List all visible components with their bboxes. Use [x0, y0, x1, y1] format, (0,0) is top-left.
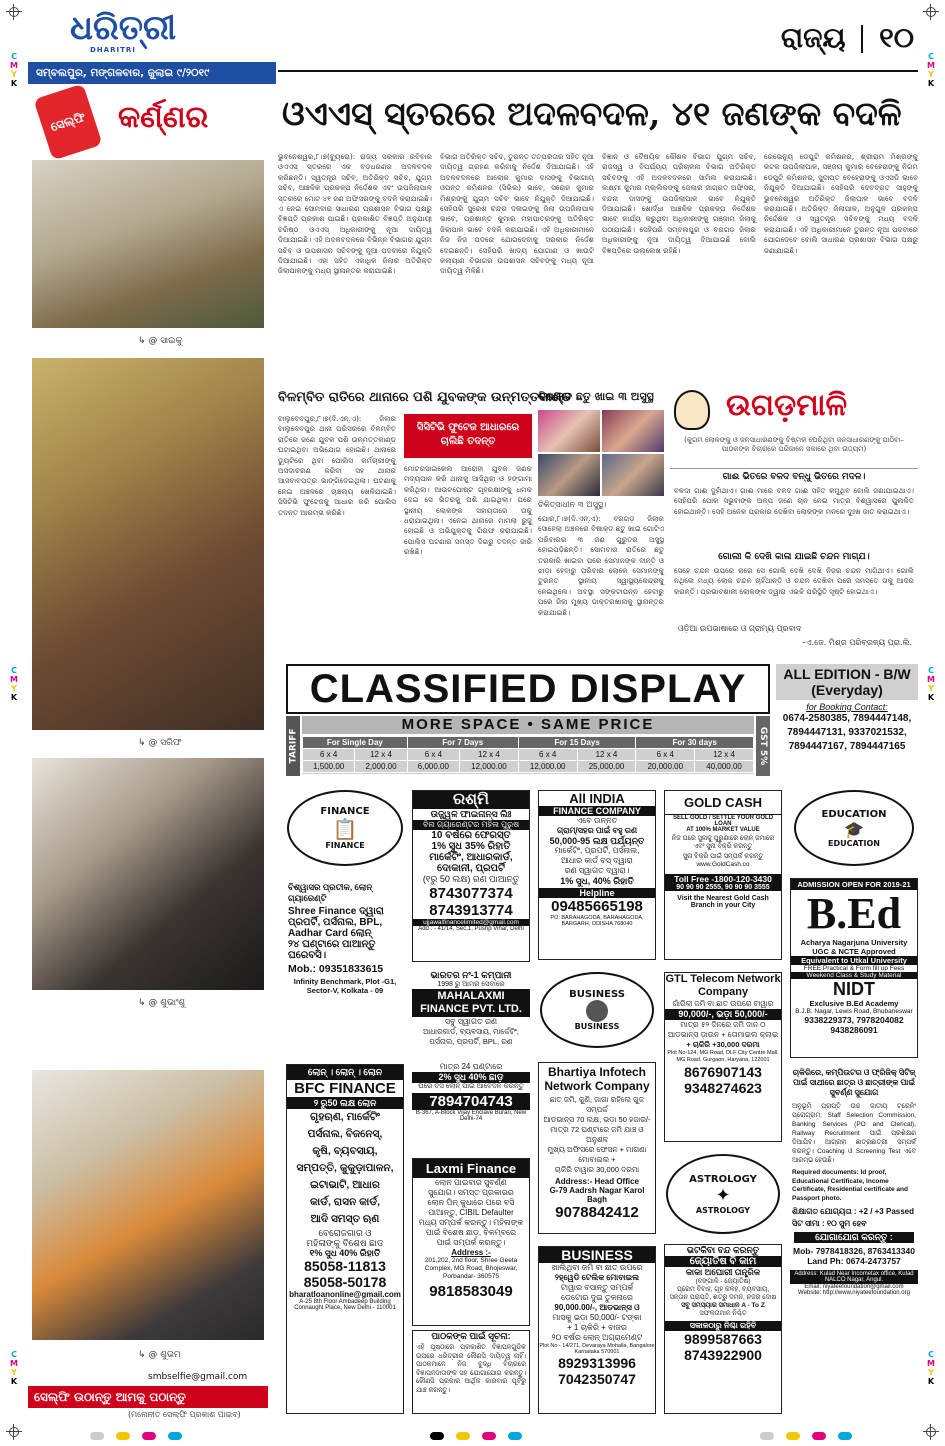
tariff-table [302, 736, 754, 774]
cmyk-mark: C M Y K [10, 666, 18, 702]
column-title: ଉଗଡ଼ମାଳି [726, 388, 848, 423]
education-logo: EDUCATION 🎓 EDUCATION [790, 790, 918, 866]
tariff-price: 12,000.00 [460, 761, 519, 773]
logo-subtext: DHARITRI [90, 46, 136, 54]
ad-mahalaxmi-finance[interactable]: ଭାରତର ନଂ-1 କମ୍ପାନୀ 1998 ରୁ ଆମର ସେବାରେ MAHALAXMI FINANCE PVT. LTD. ସବୁ ସ୍ୱାଗତ ରଣ ଆଧାରକାର୍ଡ, ବ୍ୟବସାୟ, ମାର୍କେଟିଂ, ପର୍ସନାଲ, ପ୍ରପର୍ଟି, BPL, ରଣ [412, 970, 530, 1062]
story3-caption: ଚିକିତ୍ସାଧୀନ ୩ ଅସୁସ୍ଥ। [538, 500, 607, 509]
photo-caption-4: ↳ @ ଶୁଭମ [138, 1350, 181, 1360]
cmyk-mark: C M Y K [927, 52, 935, 88]
ad-reader-notice: ପାଠକଙ୍କ ପାଇଁ ସୂଚନା: ଏହି ପୃଷ୍ଠାରେ ପ୍ରକାଶିତ ବିଜ୍ଞାପନଗୁଡିକ ଉପରେ ଧରିତ୍ରୀର କୌଣସି ଦାୟିତ୍ୱ ନାହିଁ। ପାଠକମାନେ ନିଜ ବୁଦ୍ଧି ବିଚାରରେ ବିଜ୍ଞାପନଦାତାଙ୍କ ସହ ଯୋଗାଯୋଗ କରନ୍ତୁ। କୌଣସି ପ୍ରକାର ଆର୍ଥିକ କାରବାର ପୂର୍ବରୁ ଯାଞ୍ଚ କରନ୍ତୁ। [412, 1330, 530, 1414]
tariff-header: For 30 days [636, 737, 754, 749]
booking-phone: 7894447167, 7894447165 [788, 741, 906, 752]
ad-jyotish[interactable]: ଭଟକିବା ବନ୍ଦ କରନ୍ତୁ ଜ୍ୟୋତିଷ ବି କାମ କାକା ଅଘୋରୀ ତାନ୍ତ୍ରିକ (ବଙ୍ଗାଳି - ଜ୍ୟୋତିଷ) ପ୍ରେମ ବିବାହ, ଗୃହ କଳହ, ବ୍ୟବସାୟ, ସନ୍ତାନ ପ୍ରାପ୍ତି, ଶତ୍ରୁ ଦମନ, ନଜର ଦୋଷ ସବୁ ସମସ୍ୟାର ସମାଧାନ A - To Z ସଫଳତାମାନ ନିଶ୍ଚିତ ସକାଳଠାରୁ ନିଶ୍ଚା ରହିବି 9899587663 8743922900 [664, 1244, 782, 1414]
registration-mark [6, 1424, 22, 1440]
tariff-size: 6 x 4 [518, 749, 577, 761]
ad-bed-admission[interactable]: ADMISSION OPEN FOR 2019-21 B.Ed Acharya Nagarjuna University UGC & NCTE Approved Equivalent to Utkal University FREE Practical & Form fill up Fees Weekend Class & Study Material NIDT Exclusive B.Ed Academy B.J.B. Nagar, Lewis Road, Bhubaneswar 9338229373, 7978204082 9438286091 [790, 878, 918, 1058]
selfie-photo-3 [32, 758, 264, 990]
color-swatch [116, 1432, 130, 1440]
lead-column-4: ରେଭେନ୍ୟୁ ଡେପୁଟି କମିଶନର, ଶ୍ରୀରାମ ମିଶ୍ରଙ୍କୁ କଟକ ଉପଜିଲାପାଳ, ସଞ୍ଜୟ କୁମାର ବେହେରାଙ୍କୁ ନିଗମ ଡେପୁଟି କମିଶନର, ସୁଦୀପ୍ତ ବେହେରାଙ୍କୁ ଓଏସଡି ଭାବେ ନିଯୁକ୍ତି ଦିଆଯାଇଛି। ସେହିପରି ଦେବବ୍ରତ ସାହୁଙ୍କୁ ଭୁବନେଶ୍ୱର ଅତିରିକ୍ତ ଜିଲାପାଳ ଭାବେ ବଦଳି କରାଯାଇଛି। ଅତିରିକ୍ତ ଜିଲାପାଳ, ଅନୁଗୁଳ ପ୍ରକଳ୍ପ ନିର୍ଦ୍ଦେଶକ ଓ ସ୍ୱତନ୍ତ୍ର ସଚିବଙ୍କୁ ମଧ୍ୟ ବଦଳି କରାଯାଇଛି। ଏହି ଅଧିକାରୀମାନେ ତୁରନ୍ତ ନୂଆ ପଦବୀରେ ଯୋଗଦେବେ ବୋଲି ସାଧାରଣ ପ୍ରଶାସନ ବିଭାଗ ପକ୍ଷରୁ ଜଣାଯାଇଛି। [764, 152, 918, 255]
astrology-logo: ASTROLOGY ✦ ASTROLOGY [664, 1154, 782, 1234]
ad-shree-finance[interactable]: ବିଶ୍ୱାସର ପ୍ରତୀକ, ଲୋନ୍ ଗ୍ୟାରେଣ୍ଟି Shree Finance ଦ୍ୱାରା ପ୍ରପର୍ଟି, ପର୍ସନାଲ, BPL, Aadhar Card ଲୋନ୍ ୨୪ ଘଣ୍ଟାରେ ପାଆନ୍ତୁ ଘରେବସି। Mob.: 09351833615 Infinity Benchmark, Plot -G1, Sector-V, Kolkata - 09 [286, 880, 404, 1020]
ad-bfc-finance[interactable]: ଲୋନ୍ । ଲୋନ୍ । ଲୋନ BFC FINANCE ୨ ରୁ50 ଲକ୍ଷ ଲୋନ ଗୃହଋଣ, ମାର୍କେଟିଂ ପର୍ସନାଲ, ବିଜନେସ୍, କୃଷି, ବ୍ୟବସାୟ, ସମ୍ପତ୍ତି, କୁକୁଡ଼ାପାଳନ, ଇଟାଭାଟି, ଆଧାର କାର୍ଡ, ରାସନ କାର୍ଡ, ଆଦି ସମସ୍ତ ଋଣ ବେରୋଜଗାର ଓ ମହିଳାଙ୍କୁ ବିଶେଷ ଛାଡ ୧% ସୁଧ 40% ରିହାତି 85058-11813 85058-50178 bharatloanonline@gmail.com A-25 8th Floor Ambadeep Building Connaught Place, New Delhi - 110001 [286, 1064, 404, 1414]
color-swatch [838, 1432, 852, 1440]
cmyk-mark: C M Y K [927, 666, 935, 702]
color-swatch [168, 1432, 182, 1440]
photo-caption-3: ↳ @ ଶୁଭାଂଶୁ [138, 998, 186, 1008]
booking-label: for Booking Contact: [806, 702, 888, 712]
ad-gtl-telecom[interactable]: GTL Telecom Network Company ଗାଁରିଲା ଜମି ବା ଛାତ ଉପରେ ଟାୱାର 90,000/-, ଭଡ଼ା 50,000/- ମାତ୍ର ୫୨ ଦିନରେ ଜମି ଦାନ ୦ ଆଡଭାନ୍ସ ଡ଼ାଉନ + ତୋମାଇଲ କ୍ଲାଇ + ଚାକିରି +30,000 ଦରମା Plot No-124, MG Road, DLF City Centre Mall, MG Road, Gurgaon, Haryana, 122001 8676907143 9348274623 [664, 972, 782, 1142]
story2-box: ସିସିଟିଭି ଫୁଟେଜ ଆଧାରରେ ଚାଲିଛି ତଦନ୍ତ [404, 414, 532, 458]
lead-column-1: ଭୁବନେଶ୍ୱର,୮।୭(ବ୍ୟୁରୋ): ରାଜ୍ୟ ସରକାର ରବିବାର ଓଏଏସ୍ ସ୍ତରରେ ଏକ ବଡ଼ଧରଣର ଅଦଳବଦଳ କରିଛନ୍ତି। ସ୍ୱତନ୍ତ୍ର ସଚିବ, ଅତିରିକ୍ତ ସଚିବ, ଯୁଗ୍ମ ସଚିବ, ଆଞ୍ଚଳିକ ପ୍ରକଳ୍ପ ନିର୍ଦ୍ଦେଶକ ଏବଂ ଉପଜିଲାପାଳ ସ୍ତରରେ ମୋଟ ୪୧ ଜଣ ଅଫିସରଙ୍କୁ ବଦଳି କରାଯାଇଛି। ଏ ନେଇ ସୋମବାର ସାଧାରଣ ପ୍ରଶାସନ ବିଭାଗ ପକ୍ଷରୁ ବିଜ୍ଞପ୍ତି ପ୍ରକାଶ ପାଇଛି। ପ୍ରକାଶିତ ବିଜ୍ଞପ୍ତି ଅନୁଯାୟୀ ବରିଷ୍ଠ ଓଏଏସ୍ ଅଧିକାରୀଙ୍କୁ ନୂଆ ଦାୟିତ୍ୱ ଦିଆଯାଇଛି। ଏହି ଅଦଳବଦଳରେ ବିଭିନ୍ନ ବିଭାଗର ଯୁଗ୍ମ ସଚିବ ଓ ଉପଶାସନ ସଚିବଙ୍କୁ ନୂଆ ପଦବୀରେ ନିଯୁକ୍ତି ଦିଆଯାଇଛି। ଏହା ସହିତ ଏକାଧିକ ଜିଲାର ଅତିରିକ୍ତ ଜିଲାପାଳଙ୍କୁ ମଧ୍ୟ ସ୍ଥାନାନ୍ତର କରାଯାଇଛି। [278, 152, 433, 276]
tariff-price: 40,000.00 [695, 761, 754, 773]
photo-caption-2: ↳ @ ସରିଫ [138, 738, 182, 748]
tariff-header: For Single Day [303, 737, 408, 749]
page-label [764, 18, 914, 58]
registration-mark [923, 1424, 939, 1440]
color-swatch [142, 1432, 156, 1440]
column-head-1: ଗାଈ ଭିତରେ ବଳଦ ବନ୍ଧୁ ଭିତରେ ମଦଳ। [722, 472, 866, 482]
color-swatch [786, 1432, 800, 1440]
coin-icon [586, 1000, 608, 1022]
tariff-price: 1,500.00 [303, 761, 355, 773]
selfie-header [28, 88, 268, 158]
booking-phone: 0674-2580385, 7894447148, [782, 713, 912, 724]
selfie-email: smbselfie@gmail.com [148, 1372, 248, 1382]
column-footer: ଓଡ଼ିଆ ଉପଭାଷାରେ ଓ ଗ୍ରାମ୍ୟ ପ୍ରବାଦ [678, 624, 802, 633]
phone-icon [33, 84, 102, 161]
finance-logo: FINANCE 📋 FINANCE [286, 790, 404, 866]
cmyk-mark: C M Y K [10, 52, 18, 88]
color-swatch [508, 1432, 522, 1440]
tariff-size: 6 x 4 [303, 749, 355, 761]
tariff-header: For 7 Days [407, 737, 518, 749]
color-swatch [812, 1432, 826, 1440]
tariff-price: 6,000.00 [407, 761, 459, 773]
classified-title: CLASSIFIED DISPLAY [309, 666, 747, 711]
selfie-corner [28, 88, 268, 1428]
tariff-size: 6 x 4 [407, 749, 459, 761]
selfie-photo-4 [32, 1070, 264, 1340]
story3-photo-4 [602, 454, 664, 496]
edition-box [776, 664, 918, 776]
dateline-bar [28, 62, 276, 84]
ad-mahalaxmi-finance-2[interactable]: ମାତ୍ର 24 ଘଣ୍ଟାରେ 2% ସୁଧ 40% ଛାଡ଼ ଘରେ ବସି ଲୋନ୍ ପାଇଁ ଆବେଦନ କରନ୍ତୁ 7894704743 B-367, A-Block Vijay Enclave Burari, New Delhi-74 [412, 1062, 530, 1148]
tariff-size: 12 x 4 [695, 749, 754, 761]
edition-title: ALL EDITION - B/W [783, 666, 911, 682]
tariff-label: TARIFF [286, 716, 300, 776]
color-swatch [430, 1432, 444, 1440]
column-text-2: ସେହେ ଚନ୍ଦନ ଉପରେ କରେ ସେ ଗୋଲି ଦେଖି ଦେଖି ନିଜର ଚନ୍ଦନ ମାଗିଥାଏ। ଗୋଲି ନଥିଲେ ମଧ୍ୟ ଲୋକ ଚନ୍ଦନ ଚାହିଁଥାନ୍ତି ଓ ଚନ୍ଦନ ଦେଖିବା ପରେ ସମସ୍ତେ ତାକୁ ଆଦର କରନ୍ତି। ପ୍ରଭାବଶାଳୀ ଲୋକଙ୍କ ଦ୍ୱାରା ଏଭଳି ପରିସ୍ଥିତି ସୃଷ୍ଟି ହୋଇଥାଏ। [674, 566, 914, 596]
selfie-title: କର୍ଣ୍ଣର [118, 100, 209, 135]
ad-business-tower[interactable]: BUSINESS ଖାଲିଥିବା ଜମି ବା ଛାତ ଉପରେ ୨ହ୍ୱେଡି ଟେଲିକ ମୋବାଇଲ ଟାୱାର ବସାନ୍ତୁ ସମ୍ପର୍କ ଡେଟୋର ଦୁଇ ତୁଳନାରେ 90,000.00/-, ଆଡଭାନ୍ସ ଓ ମାସକୁ ଭଡ଼ା 50,000/- ଟଙ୍କା + 1 ଚାକିରି + ବାଜର ୨୦ ବର୍ଷର ଲୋନ୍ ଅଗ୍ରାମେଣ୍ଟ Plot No - 14/271, Devaraya Mohalla, Bangalore Karnataka 570001 8929313996 7042350747 [538, 1246, 656, 1414]
masthead-logo [70, 10, 210, 60]
business-logo: BUSINESS BUSINESS [538, 972, 656, 1048]
tagline-bar: MORE SPACE • SAME PRICE [302, 716, 754, 734]
story3-photo-1 [538, 410, 600, 452]
gst-label: GST 5% [756, 716, 770, 776]
cmyk-mark: C M Y K [927, 1350, 935, 1386]
zodiac-icon: ✦ [715, 1184, 731, 1206]
lead-story [278, 88, 918, 384]
dateline: ସମ୍ବଲପୁର, ମଙ୍ଗଳବାର, ଜୁଲାଇ ୯/୨୦୧୯ [36, 67, 210, 79]
ad-laxmi-finance[interactable]: Laxmi Finance ଲୋନ ପାଇବାର ସୁବର୍ଣ୍ଣ ସୁଯୋଗ। ସମସ୍ତ ପ୍ରକାରର ଲୋନ ପିନ୍ କୁଧାରେ ପରେ ବସି ପାଆନ୍ତୁ, CIBIL Defaulter ମଧ୍ୟ ସମ୍ପର୍କ କରନ୍ତୁ। ମହିଳାଙ୍କ ପାଇଁ ବିଶେଷ ଛାଡ଼, ବିଳମ୍ବରେ ପାଇଁ ସମ୍ପର୍କ କରନ୍ତୁ। Address :- 201,202, 2nd floor, Shree Geeta Complex, MG Road, Bhojeswar, Porbandar- 360575 9818583049 [412, 1158, 530, 1326]
tariff-size: 12 x 4 [577, 749, 636, 761]
story2-text-a: ବାଲୁବେବପୁର,୮।୭(ଦି.ଏନ୍.ଏ): ଜିଲାର ବାଲୁବେବପୁର ଥାନା ପରିସରରେ ବିଳମ୍ବିତ ରାତିରେ ଜଣେ ଯୁବକ ପଶି ଉନ୍ମତ୍ତକାଣ୍ଡ ଘଟାଇଥିବା ଅଭିଯୋଗ ହୋଇଛି। ଥାନାରେ ଡ୍ୟୁଟିରେ ଥିବା ପୋଲିସ କର୍ମଚାରୀଙ୍କୁ ଅସଦାଚରଣ କରିବା ସହ ଥାନାର ଆସବାବପତ୍ର ଭାଙ୍ଗିଦେଇଥିଲା। ଘଟଣାକୁ ନେଇ ଅଞ୍ଚଳରେ ଚାଞ୍ଚଲ୍ୟ ଖେଳିଯାଇଛି। ସିସିଟିଭି ଫୁଟେଜକୁ ଆଧାର କରି ପୋଲିସ ତଦନ୍ତ ଆରମ୍ଭ କରିଛି। [278, 414, 396, 517]
column-credit: –ଏ.ଜେ. ମିଶ୍ର ପରିବ୍ରଜ୍ୟ ପ୍ରା.ଲି. [802, 638, 912, 647]
selfie-photo-2 [32, 358, 264, 730]
ad-ujjwal-finance[interactable]: ରଶ୍ମି ଉଜ୍ଜ୍ୱଳ ଫାଇନାନ୍ସ ଲିଃ ବିନା ଗ୍ୟାରେଣ୍ଟର ମହିଳା ପୁରୁଷ 10 ବର୍ଷରେ ଫେରସ୍ତ 1% ସୁଧ 35% ରିହାତି ମାର୍କେଟିଂ, ଆଧାରକାର୍ଡ, ଦୋକାନୀ, ପ୍ରପର୍ଟି (୧ରୁ 50 ଲକ୍ଷ) ରଣ ପାଆନ୍ତୁ 8743077374 8743913774 ujjawalfinancelimited@gmail.com Add : - 41/14, Sec.1, Pushp Vihar, Delhi [412, 790, 530, 962]
story3-text: ଯୋର,୮।୭(ଦି.ଏନ୍.ଏ): ବରଗଡ଼ ଜିଲାର ସୋହେଲା ଅଞ୍ଚଳରେ ବିଷାକ୍ତ ଛତୁ ଖାଇ ଗୋଟିଏ ପରିବାରର ୩ ଜଣ ଗୁରୁତର ଅସୁସ୍ଥ ହୋଇପଡ଼ିଛନ୍ତି। ସୋମବାର ରାତିରେ ଛତୁ ତରକାରି ଖାଇବା ପରେ ସେମାନଙ୍କ ବାନ୍ତି ଓ ଝାଡ଼ା ହେବାରୁ ପରିବାର ଲୋକେ ସେମାନଙ୍କୁ ତୁରନ୍ତ ସ୍ଥାନୀୟ ସ୍ୱାସ୍ଥ୍ୟକେନ୍ଦ୍ରକୁ ନେଇଥିଲେ। ଅବସ୍ଥା ସଙ୍କଟାପନ୍ନ ହେବାରୁ ପରେ ଜିଲା ମୁଖ୍ୟ ଡାକ୍ତରଖାନାକୁ ସ୍ଥାନାନ୍ତର କରାଯାଇଛି। [538, 514, 664, 617]
tariff-size: 12 x 4 [355, 749, 407, 761]
selfie-footer-bar: ସେଲ୍ଫି ଉଠାନ୍ତୁ ଆମକୁ ପଠାନ୍ତୁ [28, 1386, 268, 1408]
column-text-1: ବଳଦା ଗାଈ ଦୁହାଁଥାଏ। ଗାଈ ମାରେ ବଳଦ ଗାଈ ସହିତ କମୁଥିବ ବୋଲି ଜଣାଯାଇଥାଏ। ସେହିପରି ପୋକ ସଭୁବାଙ୍କ ଅଳ୍ପ ଜଣେ ଚାନ ନେଇ ମାତ୍ର ବିଶ୍ୱାସରେ ପୁଲକିତ ହୋଇଥାନ୍ତି। ସେହି ଅନେକ ପ୍ରକାର ଦେଖିବା ଲୋକଙ୍କ ମନରେ ଦୁଃଖ ଜାତ କରାଇଥାଏ। [674, 486, 914, 516]
booking-phone: 7894447131, 9337021532, [787, 727, 907, 738]
story-police [278, 388, 572, 658]
tariff-size: 12 x 4 [460, 749, 519, 761]
column-head-2: ଗୋଲୀ କି ଦେଖି କାଳା ଯାଇଛି ଚନ୍ଦନ ମାଗ୍ଯ। [718, 552, 870, 562]
story2-text-b: ମୋଟରସାଇକେଲ ଆରୋହୀ ଯୁବକ ଜଣକ ମଦ୍ୟପାନ କରି ଥାନାକୁ ଆସିଥିଲା ଓ ହଙ୍ଗାମା କରିଥିଲା। ଆଉଟପୋଷ୍ଟ ଗୃହରକ୍ଷୀଙ୍କୁ ଧମକ ଦେଇ ସେ ଭିତରକୁ ପଶି ଯାଇଥିଲା। ପରେ ସ୍ଥାନୀୟ ଲୋକଙ୍କ ସହାୟତାରେ ତାକୁ ଧରାଯାଇଥିଲା। ଏନେଇ ଥାନାରେ ମାମଲା ରୁଜୁ ହୋଇଛି ଓ ଅଭିଯୁକ୍ତକୁ ଗିରଫ କରାଯାଇଛି। ପୋଲିସ ଘଟଣାର ସମସ୍ତ ଦିଗରୁ ତଦନ୍ତ ଜାରି ରଖିଛି। [404, 464, 532, 557]
page-section: ରାଜ୍ୟ [780, 21, 846, 54]
page-number: ୧୦ [879, 21, 914, 54]
selfie-badge: ସେଲ୍ଫି [48, 109, 88, 134]
color-swatch [456, 1432, 470, 1440]
story3-photo-3 [538, 454, 600, 496]
ad-bhartiya-infotech[interactable]: Bhartiya Infotech Network Company ଛାତ ଜମି, କୁଣି, ଜାଗା ରହିଲେ ଗୁଜ ସମ୍ପର୍କ ଆଡଭାନ୍ସ 70 ଲକ୍ଷ, ଭଡ଼ା 50 ହଜାର/- ମାତ୍ର 72 ଘଣ୍ଟାରେ ଜମି ଯାଞ୍ଚ ଓ ଅନୁଶଳ ମୁଖ୍ୟ ଅଫିସରେ ଫେସନ + ମାଗଣା ମୋବାଇଲ + ଚାକିରି ଟାୱାର 30,000 ଦରମା Address:- Head Office G-79 Aadrsh Nagar Karol Bagh 9078842412 [538, 1062, 656, 1234]
color-swatch [90, 1432, 104, 1440]
tariff-header: For 15 Days [518, 737, 636, 749]
color-swatch [760, 1432, 774, 1440]
registration-mark [6, 4, 22, 20]
lead-column-2: ବିଭାଗ ଅତିରିକ୍ତ ସଚିବ, ତୁରନ୍ତ ତତ୍ପରତାର ସହିତ ନୂଆ ଦାୟିତ୍ୱ ଗ୍ରହଣ କରିବାକୁ ନିର୍ଦ୍ଦେଶ ଦିଆଯାଇଛି। ଏହି ଅଦଳବଦଳରେ ଆଲୋକ କୁମାର ଦାସଙ୍କୁ ବିଭାଗୀୟ ଓପନ୍ତ କମିଶନର (ସିଭିଲ) ଭାବେ, ସରୋଜ କୁମାର ମିଶ୍ରଙ୍କୁ ଯୁଗ୍ମ ସଚିବ ଭାବେ ନିଯୁକ୍ତି ଦିଆଯାଇଛି। ସେହିପରି ସୁରେଶ ଚନ୍ଦ୍ର ଦଳାଇଙ୍କୁ ଜିଲା ଉପଜିଲାପାଳ ଭାବେ, ପ୍ରଶାନ୍ତ କୁମାର ମହାପାତ୍ରଙ୍କୁ ଅତିରିକ୍ତ ଜିଲାପାଳ ଭାବେ ବଦଳି କରାଯାଇଛି। ଏହି ଅଧିକାରୀମାନେ ନିଜ ନିଜ ପଦରେ ଯୋଗଦେବାକୁ ସରକାର ନିର୍ଦ୍ଦେଶ ଦେଇଛନ୍ତି। ସେହିପରି ଖାଦ୍ୟ ଯୋଗାଣ ଓ ଖାଉଟି କଲ୍ୟାଣ ବିଭାଗର ଉପଶାସନ ସଚିବଙ୍କୁ ମଧ୍ୟ ନୂଆ ଦାୟିତ୍ୱ ମିଳିଛି। [440, 152, 594, 276]
classified-title-box [286, 664, 770, 714]
masthead [28, 10, 918, 84]
ad-gold-cash[interactable]: GOLD CASH SELL GOLD / SETTLE YOUR GOLD LOAN AT 100% MARKET VALUE ନିଜ ଘରେ ସୁନାକୁ ପୁରୁଣାରେ ଲୋନ୍ ଜମାରେ ଏବଂ ସୁନା ବିକ୍ରି କରନ୍ତୁ ସୁନା ବିକ୍ରି ପାଇଁ ସମ୍ପର୍କ କରନ୍ତୁ www.GoldCash.co Toll Free -1800-120-3430 90 90 90 2555, 90 90 90 3555 Visit the Nearest Gold Cash Branch in your City [664, 790, 782, 960]
caricature-icon [674, 390, 710, 430]
selfie-photo-1 [32, 160, 264, 328]
story3-photo-2 [602, 410, 664, 452]
tariff-price: 20,000.00 [636, 761, 695, 773]
selfie-footer-sub: (ମନୋନୀତ ସେଲ୍ଫି ପ୍ରକାଶ ପାଇବ) [128, 1410, 241, 1419]
story-mushroom [538, 388, 664, 658]
logo-text: ଧରିତ୍ରୀ [70, 8, 177, 48]
tariff-price: 25,000.00 [577, 761, 636, 773]
edition-sub: (Everyday) [811, 682, 883, 698]
story2-headline: ବିଳମ୍ବିତ ରାତିରେ ଥାନାରେ ପଶି ଯୁବକଙ୍କ ଉନ୍ମତ୍ତକାଣ୍ଡ [278, 390, 572, 405]
ugadmali-column [670, 388, 918, 658]
lead-headline: ଓଏଏସ୍ ସ୍ତରରେ ଅଦଳବଦଳ, ୪୧ ଜଣଙ୍କ ବଦଳି [282, 94, 902, 133]
tariff-size: 6 x 4 [636, 749, 695, 761]
story3-headline: ବିଷାକ୍ତ ଛତୁ ଖାଇ ୩ ଅସୁସ୍ଥ [538, 390, 654, 403]
registration-mark [923, 4, 939, 20]
tariff-price: 2,000.00 [355, 761, 407, 773]
ad-job-training[interactable]: ଚାକିରିରେ, କମ୍ପିଉଟର ଓ ଫ୍ରିଜିକ୍ ସିଟିଜ୍ ପାଇଁ ସାଥୀରେ ଛାତ୍ର ଓ ଛାତ୍ରୀଙ୍କ ପାଇଁ ସୁବର୍ଣ୍ଣ ସୁଯୋଗ ଅନୁଭୂମି ପ୍ରାପ୍ତି ଉଚ୍ଚ ଜାତୀୟ ଟ୍ରେନିଂ ପ୍ରୋଗ୍ରାମ: Staff Selection Commission, Banking Services (PO and Clerical), Railway Recruitment ପାଇଁ ପ୍ରଶିକ୍ଷଣ ଦିଆଯିବ। ଆଗ୍ରହୀ ଛାତ୍ରଛାତ୍ରୀ ସମ୍ପର୍କ କରନ୍ତୁ। Coaching ଓ Screening Test ଏବେ ଆରମ୍ଭ ହେଉଛି। Required documents: Id proof, Educational Certificate, Income Certificate, Residential certificate and Passport photo. ଶିକ୍ଷାଗତ ଯୋଗ୍ୟତା : +2 / +3 Passed ସିଟ ସୀମା : ୧୦ ସୁମ ହେବ ଯୋଗାଯୋଗ କରନ୍ତୁ : Mob- 7978418326, 8763413340 Land Ph: 0674-2473757 Address: Kulad Near Incometax office, Kulad NALCO Nagar, Angul. Email: niyateefoundation@gmail.com Website: http://www.niyateefoundation.org [790, 1066, 918, 1414]
column-header [670, 388, 918, 434]
finance-doc-icon: 📋 [332, 817, 358, 841]
classified-banner [286, 664, 918, 776]
lead-column-3: ବିଜ୍ଞାନ ଓ ବୈଷୟିକ କୌଶଳ ବିଭାଗ ଯୁଗ୍ମ ସଚିବ, ରାଜସ୍ୱ ଓ ବିପର୍ଯ୍ୟୟ ପରିଚାଳନା ବିଭାଗ ଅତିରିକ୍ତ ସଚିବଙ୍କୁ ଏହି ଅଦଳବଦଳରେ ସାମିଲ କରାଯାଇଛି। ଲକ୍ଷ୍ମୀ କୁମାର ମଲ୍ଲିକଙ୍କୁ ଜେଲାର ଜାଗ୍ରତ ଅଫିସର, ବନ୍ଦନା ଦାସଙ୍କୁ ଉପଜିଲାପାଳ ଭାବେ ନିଯୁକ୍ତି ଦିଆଯାଇଛି। ଖୋର୍ଦ୍ଧା ଆଞ୍ଚଳିକ ପ୍ରକଳ୍ପ ନିର୍ଦ୍ଦେଶକ ଭାବେ କାର୍ଯ୍ୟ କରୁଥିବା ଅଧିକାରୀଙ୍କୁ ଗଞ୍ଜାମ ଜିଲାକୁ ପଠାଯାଇଛି। ସେହିପରି ସମ୍ବଲପୁର ଓ ବରଗଡ଼ ଜିଲାର ଅଧିକାରୀଙ୍କୁ ନୂଆ ଦାୟିତ୍ୱ ଦିଆଯାଇଛି ବୋଲି ବିଜ୍ଞପ୍ତିରେ ଉଲ୍ଲେଖ ରହିଛି। [602, 152, 756, 255]
cmyk-mark: C M Y K [10, 1350, 18, 1386]
graduation-cap-icon: 🎓 [844, 819, 864, 839]
selfie-footer [28, 1370, 268, 1428]
tariff-price: 12,000.00 [518, 761, 577, 773]
column-subtitle: (କୁଗମ ଲୋକଙ୍କୁ ଓ ଜନସାଧାରଣଙ୍କୁ ବିଷ୍ମକ ଘେରିଥିବା ଜନସାଧାରଣଙ୍କୁ ପାଠିବା–ପାଠକଙ୍କ ବିଚାରରେ ପରିଜାନେ ସକାରେ ଥିବା ଉଦ୍ଦ୍ୟମ) [684, 436, 904, 453]
color-swatch [482, 1432, 496, 1440]
photo-caption-1: ↳ @ ସାଇକୁ [138, 336, 183, 346]
ad-allindia-finance[interactable]: All INDIA FINANCE COMPANY ଏବେ ଉନ୍ନତ ଗ୍ରାମ୍/ସହର ପାଇଁ ବହୁ ରଣ 50,000-95 ଲକ୍ଷ ପର୍ଯ୍ୟନ୍ତ ମାର୍କେଟିଂ, ପ୍ରପର୍ଟି, ପର୍ସନାଲ, ଆଧାର କାର୍ଡ ବସ୍ ଦ୍ୱାରା ରଣ ସ୍ୱାଗତ ଦ୍ୱାରା। 1% ସୁଧ, 40% ରିହାତି Helpline 09485665198 PO: BARAHAGODA, BARAHAGODA, BARGARH, ODISHA 768040 [538, 790, 656, 960]
